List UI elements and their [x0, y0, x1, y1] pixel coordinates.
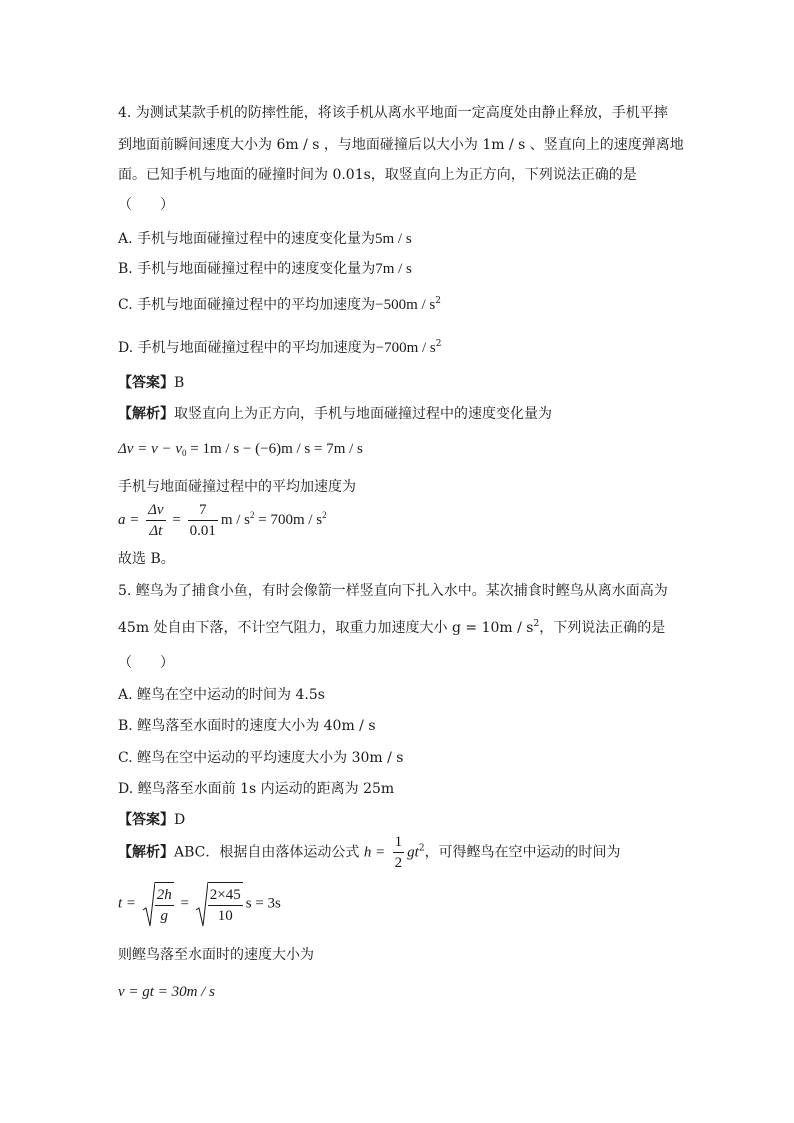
q4-answer: [118, 374, 184, 392]
q5-stem-line-2b: ，下列说法正确的是: [539, 620, 666, 636]
q5-equation-v: [118, 983, 215, 1001]
q4-eq1-rhs: = 1m / s − (−6)m / s = 7m / s: [186, 441, 363, 457]
q4-analysis-label: 【解析】: [118, 406, 174, 422]
q4-option-b: [118, 260, 412, 278]
q5-eq-v: v = gt = 30m / s: [118, 984, 215, 1000]
q5-sqrt2-fraction: [208, 885, 243, 926]
q5-formula-gt: gt: [407, 844, 419, 861]
q4-analysis-text-1: 取竖直向上为正方向，手机与地面碰撞过程中的速度变化量为: [174, 406, 552, 422]
q5-option-a: A. 鲣鸟在空中运动的时间为 4.5s: [118, 687, 325, 703]
q4-eq2-fraction-2: [188, 500, 218, 541]
q5-option-b: B. 鲣鸟落至水面时的速度大小为 40m / s: [118, 718, 376, 734]
q4-equation-1: $\Delta v = v - v_0 = 1m / s - (-6)m / s = 7m / s$: [118, 441, 363, 458]
q5-option-c: C. 鲣鸟在空中运动的平均速度大小为 30m / s: [118, 750, 404, 766]
q5-analysis-text-2: 则鲣鸟落至水面时的速度大小为: [118, 947, 314, 963]
q5-stem-line-1: 5. 鲣鸟为了捕食小鱼，有时会像箭一样竖直向下扎入水中。某次捕食时鲣鸟从离水面高为: [118, 583, 668, 599]
q4-option-d-text: D. 手机与地面碰撞过程中的平均加速度为: [118, 340, 376, 356]
q5-sqrt-2: [196, 882, 243, 926]
q5-answer-value: D: [174, 812, 186, 828]
q5-formula-den: 2: [394, 855, 403, 871]
q5-formula-fraction: [393, 832, 405, 873]
q5-formula-num: 1: [393, 832, 405, 853]
q5-answer-label: 【答案】: [118, 812, 174, 828]
radical-sign-icon: [143, 882, 155, 928]
q5-eq-t-equals: =: [180, 895, 190, 912]
q4-eq2-unit: m / s: [220, 511, 250, 528]
q4-eq2-frac1-num: Δv: [146, 500, 165, 521]
q5-sqrt2-den: 10: [217, 908, 233, 924]
q4-option-d: D. 手机与地面碰撞过程中的平均加速度为$-700m / s^2$: [118, 339, 442, 356]
q4-eq2-frac1-den: Δt: [149, 523, 163, 539]
q4-option-b-value: 7m / s: [375, 261, 412, 277]
q5-sqrt2-num: 2×45: [208, 885, 243, 906]
q5-paren: （ ）: [118, 655, 174, 671]
q5-sqrt1-num: 2h: [155, 885, 174, 906]
q4-option-a: [118, 230, 412, 248]
q5-formula-lhs: h =: [363, 844, 386, 861]
q5-answer: [118, 811, 185, 829]
q5-analysis: 【解析】ABC．根据自由落体运动公式 h = $\frac{1}{2}$ $gt^2$，可得鲣鸟在空中运动的时间为: [118, 834, 621, 871]
q4-paren: （ ）: [118, 197, 174, 213]
radical-sign-icon: [196, 882, 208, 928]
q4-option-c-text: C. 手机与地面碰撞过程中的平均加速度为: [118, 297, 376, 313]
q4-option-d-value: −700m / s: [375, 340, 436, 356]
q5-sqrt-1: [143, 882, 174, 926]
q5-analysis-label: 【解析】: [118, 844, 174, 861]
q4-eq2-result: = 700m / s: [254, 511, 323, 528]
q5-sqrt1-fraction: [155, 885, 174, 926]
q4-option-c-value: −500m / s: [375, 297, 436, 313]
q4-eq1-lhs: Δv = v − v: [118, 441, 183, 457]
q4-equation-2: a = $\frac{\Delta v}{\Delta t}$ = $\frac{7}{0.01}$ $m / s^2 = 700m / s^2$: [118, 502, 327, 539]
q4-analysis: [118, 405, 552, 423]
q4-stem-line-2: 到地面前瞬间速度大小为 6m / s ，与地面碰撞后以大小为 1m / s 、竖直向上的速度弹离地: [118, 137, 684, 153]
q4-option-c: C. 手机与地面碰撞过程中的平均加速度为$-500m / s^2$: [118, 296, 441, 313]
q5-analysis-text-1a: ABC．根据自由落体运动公式: [174, 844, 360, 861]
q4-answer-label: 【答案】: [118, 375, 174, 391]
q4-conclusion: 故选 B。: [118, 551, 175, 567]
q5-sqrt1-den: g: [160, 908, 169, 924]
q4-answer-value: B: [174, 375, 185, 391]
q4-eq2-frac2-num: 7: [188, 500, 218, 521]
q4-option-a-value: 5m / s: [375, 231, 412, 247]
q5-eq-t-lhs: t =: [118, 895, 137, 912]
q4-eq2-fraction-1: [146, 500, 165, 541]
q5-option-d: D. 鲣鸟落至水面前 1s 内运动的距离为 25m: [118, 781, 395, 797]
q4-analysis-text-2: 手机与地面碰撞过程中的平均加速度为: [118, 479, 356, 495]
q4-eq2-equals: =: [172, 511, 181, 528]
q4-stem-line-3: 面。已知手机与地面的碰撞时间为 0.01s，取竖直向上为正方向，下列说法正确的是: [118, 167, 637, 183]
q4-option-b-text: B. 手机与地面碰撞过程中的速度变化量为: [118, 261, 376, 277]
q5-analysis-text-1b: ，可得鲣鸟在空中运动的时间为: [424, 844, 621, 861]
q4-option-a-text: A. 手机与地面碰撞过程中的速度变化量为: [118, 231, 376, 247]
q5-stem-line-2: 45m 处自由下落，不计空气阻力，取重力加速度大小 $g = 10m / s^2$，下列说法正确的是: [118, 619, 666, 636]
q4-eq2-frac2-den: 0.01: [189, 523, 216, 539]
q5-eq-t-result: s = 3s: [245, 895, 281, 912]
q4-eq2-lhs: a =: [118, 511, 140, 528]
q5-stem-line-2a: 45m 处自由下落，不计空气阻力，取重力加速度大小 g = 10m / s: [118, 620, 534, 636]
q5-equation-t: [118, 882, 281, 926]
q4-stem-line-1: 4. 为测试某款手机的防摔性能，将该手机从离水平地面一定高度处由静止释放，手机平摔: [118, 105, 668, 121]
